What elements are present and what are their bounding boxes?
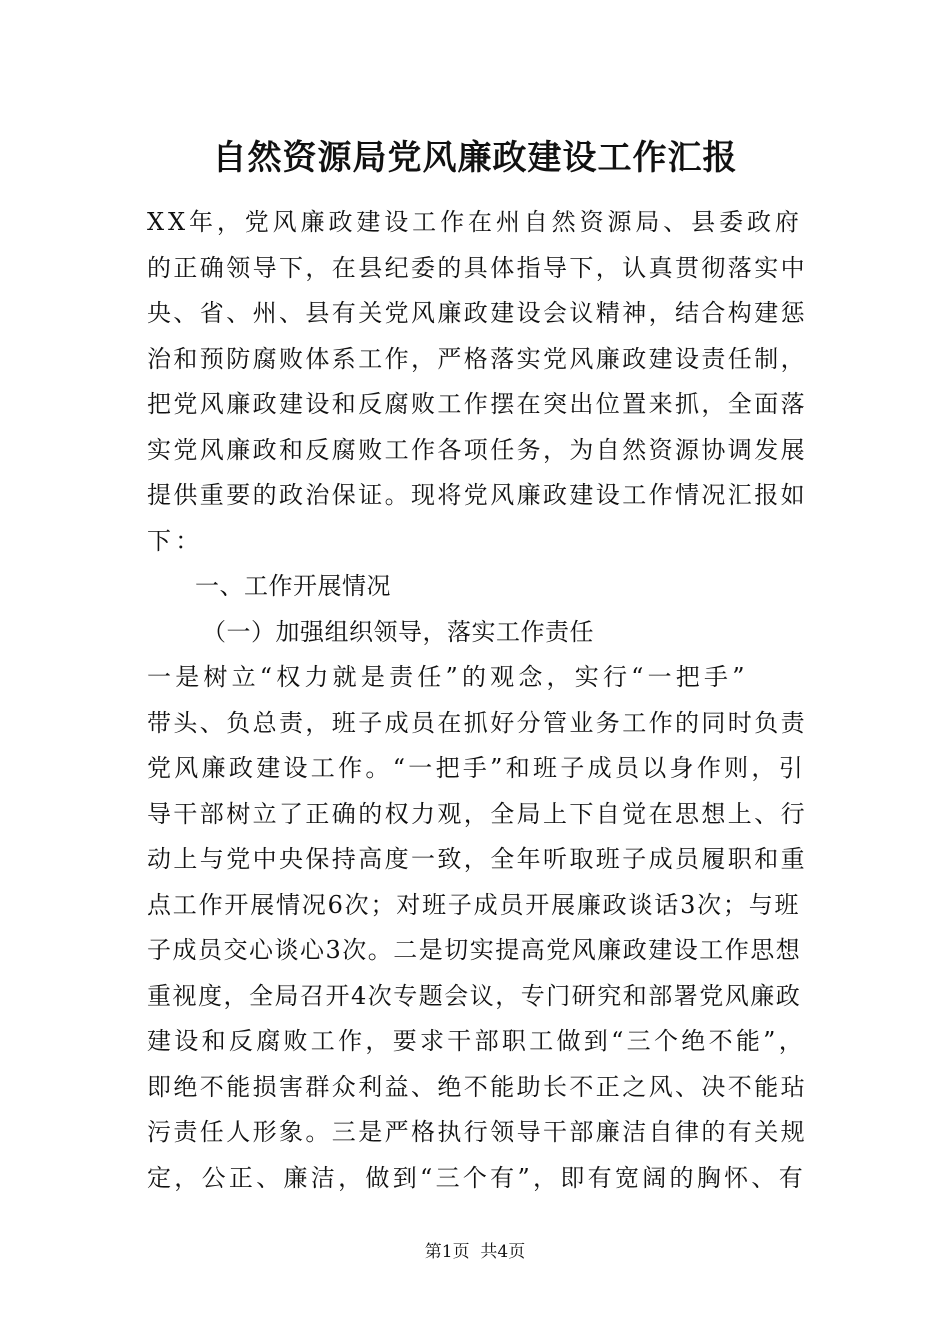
page-footer: 第1页 共4页 bbox=[424, 1242, 526, 1262]
document-title: 自然资源局党风廉政建设工作汇报 bbox=[212, 138, 738, 178]
body-line-3: 党风廉政建设工作。“一把手”和班子成员以身作则，引 bbox=[147, 754, 807, 782]
intro-line-4: 治和预防腐败体系工作，严格落实党风廉政建设责任制， bbox=[147, 344, 807, 373]
section-heading: 一、工作开展情况 bbox=[195, 572, 391, 600]
intro-line-6: 实党风廉政和反腐败工作各项任务，为自然资源协调发展 bbox=[147, 435, 807, 464]
body-line-9: 建设和反腐败工作，要求干部职工做到“三个绝不能”， bbox=[147, 1027, 807, 1055]
body-line-4: 导干部树立了正确的权力观，全局上下自觉在思想上、行 bbox=[147, 799, 807, 828]
body-line-7: 子成员交心谈心3次。二是切实提高党风廉政建设工作思想 bbox=[147, 936, 802, 964]
body-line-5: 动上与党中央保持高度一致，全年听取班子成员履职和重 bbox=[147, 845, 807, 873]
intro-line-7: 提供重要的政治保证。现将党风廉政建设工作情况汇报如 bbox=[147, 481, 807, 509]
body-line-12: 定，公正、廉洁，做到“三个有”，即有宽阔的胸怀、有 bbox=[147, 1163, 807, 1192]
body-line-10: 即绝不能损害群众利益、绝不能助长不正之风、决不能玷 bbox=[147, 1072, 807, 1101]
intro-line-8: 下： bbox=[147, 526, 204, 555]
body-line-6: 点工作开展情况6次；对班子成员开展廉政谈话3次；与班 bbox=[147, 890, 801, 919]
subsection-heading: （一）加强组织领导，落实工作责任 bbox=[202, 617, 594, 646]
body-line-2: 带头、负总责，班子成员在抓好分管业务工作的同时负责 bbox=[147, 708, 807, 737]
body-line-8: 重视度，全局召开4次专题会议，专门研究和部署党风廉政 bbox=[147, 981, 802, 1010]
body-line-11: 污责任人形象。三是严格执行领导干部廉洁自律的有关规 bbox=[147, 1118, 807, 1146]
body-line-1: 一是树立“权力就是责任”的观念，实行“一把手” bbox=[147, 663, 749, 691]
intro-line-5: 把党风廉政建设和反腐败工作摆在突出位置来抓，全面落 bbox=[147, 390, 807, 418]
intro-line-2: 的正确领导下，在县纪委的具体指导下，认真贯彻落实中 bbox=[147, 253, 807, 282]
intro-line-1: XX年，党风廉政建设工作在州自然资源局、县委政府 bbox=[147, 208, 803, 236]
intro-line-3: 央、省、州、县有关党风廉政建设会议精神，结合构建惩 bbox=[147, 299, 807, 327]
